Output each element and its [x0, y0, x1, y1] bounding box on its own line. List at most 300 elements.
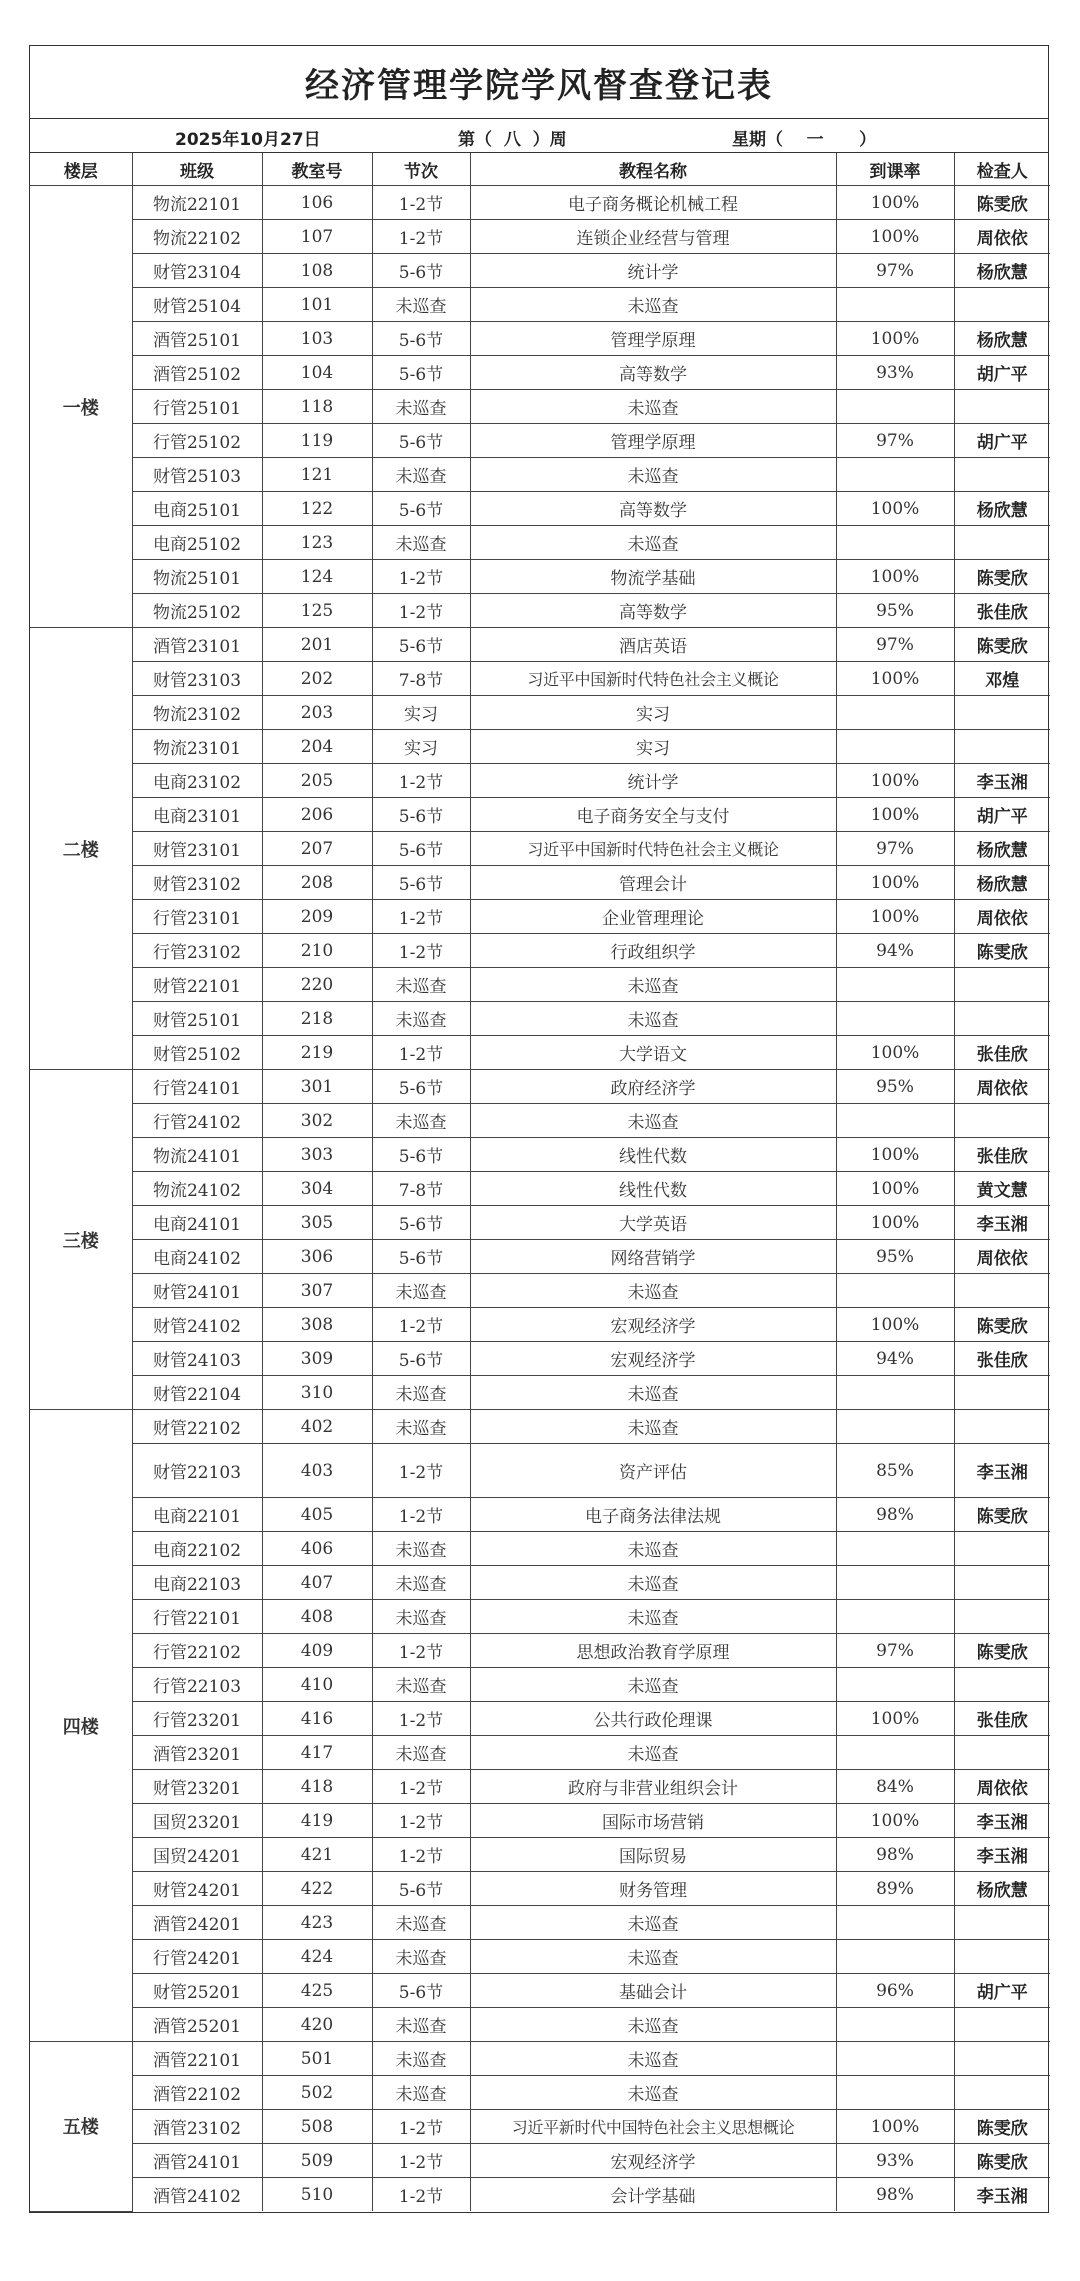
room-cell: 417 [262, 1736, 372, 1770]
room-cell: 107 [262, 220, 372, 254]
inspector-cell: 陈雯欣 [954, 934, 1050, 968]
class-cell: 物流22102 [132, 220, 262, 254]
table-row [30, 1274, 1050, 1308]
room-cell: 309 [262, 1342, 372, 1376]
inspector-cell: 陈雯欣 [954, 2110, 1050, 2144]
inspector-cell: 张佳欣 [954, 1036, 1050, 1070]
room-cell: 210 [262, 934, 372, 968]
period-cell: 1-2节 [372, 2110, 470, 2144]
course-cell: 实习 [470, 696, 836, 730]
course-cell: 宏观经济学 [470, 1342, 836, 1376]
table-row [30, 1532, 1050, 1566]
room-cell: 424 [262, 1940, 372, 1974]
room-cell: 407 [262, 1566, 372, 1600]
inspector-cell [954, 526, 1050, 560]
period-cell: 1-2节 [372, 1804, 470, 1838]
period-cell: 未巡查 [372, 1274, 470, 1308]
course-cell: 管理会计 [470, 866, 836, 900]
class-cell: 财管22104 [132, 1376, 262, 1410]
table-row [30, 1206, 1050, 1240]
header-room: 教室号 [262, 153, 372, 186]
room-cell: 121 [262, 458, 372, 492]
class-cell: 财管23104 [132, 254, 262, 288]
class-cell: 财管25102 [132, 1036, 262, 1070]
period-cell: 实习 [372, 730, 470, 764]
class-cell: 物流23101 [132, 730, 262, 764]
table-row [30, 866, 1050, 900]
inspector-cell: 张佳欣 [954, 1138, 1050, 1172]
table-row [30, 526, 1050, 560]
course-cell: 网络营销学 [470, 1240, 836, 1274]
table-row [30, 492, 1050, 526]
course-cell: 习近平新时代中国特色社会主义思想概论 [470, 2110, 836, 2144]
inspector-cell: 杨欣慧 [954, 492, 1050, 526]
inspector-cell [954, 458, 1050, 492]
course-cell: 行政组织学 [470, 934, 836, 968]
course-cell: 政府经济学 [470, 1070, 836, 1104]
course-cell: 大学语文 [470, 1036, 836, 1070]
table-row [30, 1736, 1050, 1770]
class-cell: 物流25101 [132, 560, 262, 594]
attendance-cell: 95% [836, 1070, 954, 1104]
room-cell: 207 [262, 832, 372, 866]
header-row [30, 153, 1050, 186]
class-cell: 酒管25101 [132, 322, 262, 356]
class-cell: 酒管24201 [132, 1906, 262, 1940]
period-cell: 未巡查 [372, 2042, 470, 2076]
course-cell: 企业管理理论 [470, 900, 836, 934]
attendance-cell: 94% [836, 934, 954, 968]
course-cell: 习近平中国新时代特色社会主义概论 [470, 832, 836, 866]
period-cell: 1-2节 [372, 1838, 470, 1872]
class-cell: 行管22103 [132, 1668, 262, 1702]
period-cell: 5-6节 [372, 322, 470, 356]
attendance-cell: 100% [836, 866, 954, 900]
attendance-cell: 93% [836, 2144, 954, 2178]
attendance-cell: 100% [836, 560, 954, 594]
attendance-cell: 100% [836, 220, 954, 254]
period-cell: 5-6节 [372, 1138, 470, 1172]
table-row [30, 696, 1050, 730]
table-row [30, 934, 1050, 968]
attendance-cell: 100% [836, 1308, 954, 1342]
class-cell: 国贸23201 [132, 1804, 262, 1838]
attendance-cell: 100% [836, 2110, 954, 2144]
attendance-cell: 94% [836, 1342, 954, 1376]
course-cell: 管理学原理 [470, 322, 836, 356]
room-cell: 302 [262, 1104, 372, 1138]
class-cell: 财管25103 [132, 458, 262, 492]
room-cell: 421 [262, 1838, 372, 1872]
room-cell: 308 [262, 1308, 372, 1342]
attendance-cell: 97% [836, 628, 954, 662]
course-cell: 未巡查 [470, 1736, 836, 1770]
course-cell: 统计学 [470, 254, 836, 288]
room-cell: 307 [262, 1274, 372, 1308]
table-row [30, 968, 1050, 1002]
class-cell: 物流24101 [132, 1138, 262, 1172]
room-cell: 103 [262, 322, 372, 356]
attendance-cell: 84% [836, 1770, 954, 1804]
attendance-cell: 98% [836, 1498, 954, 1532]
course-cell: 未巡查 [470, 1940, 836, 1974]
period-cell: 1-2节 [372, 2178, 470, 2212]
room-cell: 501 [262, 2042, 372, 2076]
room-cell: 219 [262, 1036, 372, 1070]
table-row [30, 832, 1050, 866]
course-cell: 线性代数 [470, 1138, 836, 1172]
inspector-cell [954, 968, 1050, 1002]
class-cell: 财管23103 [132, 662, 262, 696]
course-cell: 酒店英语 [470, 628, 836, 662]
table-row [30, 1668, 1050, 1702]
class-cell: 行管24101 [132, 1070, 262, 1104]
week-text: 第（ 八 ）周 [458, 130, 567, 150]
inspector-cell: 周依依 [954, 900, 1050, 934]
room-cell: 305 [262, 1206, 372, 1240]
attendance-cell: 89% [836, 1872, 954, 1906]
period-cell: 1-2节 [372, 934, 470, 968]
attendance-cell [836, 1906, 954, 1940]
course-cell: 宏观经济学 [470, 2144, 836, 2178]
inspector-cell [954, 730, 1050, 764]
period-cell: 未巡查 [372, 1906, 470, 1940]
course-cell: 高等数学 [470, 594, 836, 628]
attendance-cell: 100% [836, 1172, 954, 1206]
course-cell: 财务管理 [470, 1872, 836, 1906]
course-cell: 线性代数 [470, 1172, 836, 1206]
course-cell: 国际市场营销 [470, 1804, 836, 1838]
room-cell: 104 [262, 356, 372, 390]
class-cell: 电商25101 [132, 492, 262, 526]
table-row [30, 1002, 1050, 1036]
class-cell: 行管23201 [132, 1702, 262, 1736]
period-cell: 7-8节 [372, 1172, 470, 1206]
period-cell: 5-6节 [372, 832, 470, 866]
class-cell: 酒管23101 [132, 628, 262, 662]
inspector-cell [954, 1532, 1050, 1566]
inspector-cell: 陈雯欣 [954, 1634, 1050, 1668]
course-cell: 会计学基础 [470, 2178, 836, 2212]
table-row [30, 356, 1050, 390]
table-row [30, 1240, 1050, 1274]
attendance-cell [836, 1376, 954, 1410]
class-cell: 电商22102 [132, 1532, 262, 1566]
inspector-cell: 李玉湘 [954, 764, 1050, 798]
course-cell: 未巡查 [470, 1104, 836, 1138]
table-row [30, 1172, 1050, 1206]
period-cell: 5-6节 [372, 1974, 470, 2008]
table-row [30, 662, 1050, 696]
course-cell: 公共行政伦理课 [470, 1702, 836, 1736]
inspector-cell: 胡广平 [954, 356, 1050, 390]
period-cell: 5-6节 [372, 1070, 470, 1104]
attendance-cell [836, 968, 954, 1002]
period-cell: 未巡查 [372, 1376, 470, 1410]
period-cell: 1-2节 [372, 220, 470, 254]
period-cell: 1-2节 [372, 1308, 470, 1342]
table-row [30, 322, 1050, 356]
inspector-cell: 杨欣慧 [954, 1872, 1050, 1906]
period-cell: 未巡查 [372, 1600, 470, 1634]
attendance-cell [836, 730, 954, 764]
header-floor: 楼层 [30, 153, 132, 186]
room-cell: 118 [262, 390, 372, 424]
attendance-cell: 100% [836, 900, 954, 934]
room-cell: 123 [262, 526, 372, 560]
attendance-cell [836, 1104, 954, 1138]
inspector-cell [954, 696, 1050, 730]
attendance-cell [836, 1532, 954, 1566]
table-row [30, 1498, 1050, 1532]
room-cell: 406 [262, 1532, 372, 1566]
table-row [30, 2178, 1050, 2212]
header-class: 班级 [132, 153, 262, 186]
class-cell: 物流22101 [132, 186, 262, 220]
table-row [30, 1342, 1050, 1376]
course-cell: 连锁企业经营与管理 [470, 220, 836, 254]
course-cell: 物流学基础 [470, 560, 836, 594]
class-cell: 酒管22101 [132, 2042, 262, 2076]
table-row [30, 730, 1050, 764]
table-row [30, 254, 1050, 288]
course-cell: 高等数学 [470, 356, 836, 390]
attendance-cell [836, 696, 954, 730]
inspector-cell: 周依依 [954, 1770, 1050, 1804]
inspector-cell: 杨欣慧 [954, 322, 1050, 356]
class-cell: 酒管24101 [132, 2144, 262, 2178]
period-cell: 未巡查 [372, 1532, 470, 1566]
class-cell: 酒管24102 [132, 2178, 262, 2212]
inspector-cell: 陈雯欣 [954, 186, 1050, 220]
course-cell: 高等数学 [470, 492, 836, 526]
attendance-cell: 95% [836, 1240, 954, 1274]
attendance-cell: 100% [836, 1036, 954, 1070]
course-cell: 思想政治教育学原理 [470, 1634, 836, 1668]
period-cell: 1-2节 [372, 1498, 470, 1532]
course-cell: 未巡查 [470, 288, 836, 322]
course-cell: 未巡查 [470, 2076, 836, 2110]
inspector-cell [954, 1668, 1050, 1702]
period-cell: 1-2节 [372, 1702, 470, 1736]
room-cell: 202 [262, 662, 372, 696]
class-cell: 行管24102 [132, 1104, 262, 1138]
attendance-cell [836, 2076, 954, 2110]
period-cell: 5-6节 [372, 866, 470, 900]
attendance-cell [836, 1002, 954, 1036]
room-cell: 108 [262, 254, 372, 288]
class-cell: 酒管22102 [132, 2076, 262, 2110]
weekday-text: 星期（ 一 ） [732, 130, 877, 150]
attendance-cell [836, 2008, 954, 2042]
room-cell: 208 [262, 866, 372, 900]
period-cell: 1-2节 [372, 900, 470, 934]
inspector-cell: 陈雯欣 [954, 2144, 1050, 2178]
period-cell: 5-6节 [372, 492, 470, 526]
room-cell: 509 [262, 2144, 372, 2178]
attendance-cell: 100% [836, 186, 954, 220]
table-row [30, 1036, 1050, 1070]
class-cell: 酒管23102 [132, 2110, 262, 2144]
table-row [30, 2144, 1050, 2178]
room-cell: 408 [262, 1600, 372, 1634]
room-cell: 425 [262, 1974, 372, 2008]
class-cell: 电商25102 [132, 526, 262, 560]
class-cell: 行管24201 [132, 1940, 262, 1974]
floor-cell: 二楼 [30, 628, 132, 1070]
table-row [30, 1104, 1050, 1138]
period-cell: 未巡查 [372, 1736, 470, 1770]
class-cell: 电商24102 [132, 1240, 262, 1274]
course-cell: 未巡查 [470, 2042, 836, 2076]
inspector-cell: 张佳欣 [954, 594, 1050, 628]
room-cell: 418 [262, 1770, 372, 1804]
attendance-cell: 100% [836, 764, 954, 798]
inspector-cell [954, 1600, 1050, 1634]
inspector-cell [954, 2008, 1050, 2042]
inspector-cell [954, 1906, 1050, 1940]
header-inspector: 检查人 [954, 153, 1050, 186]
room-cell: 106 [262, 186, 372, 220]
course-cell: 未巡查 [470, 526, 836, 560]
class-cell: 财管24101 [132, 1274, 262, 1308]
course-cell: 未巡查 [470, 390, 836, 424]
inspector-cell: 黄文慧 [954, 1172, 1050, 1206]
table-row [30, 186, 1050, 220]
course-cell: 习近平中国新时代特色社会主义概论 [470, 662, 836, 696]
attendance-cell: 93% [836, 356, 954, 390]
class-cell: 物流25102 [132, 594, 262, 628]
course-cell: 未巡查 [470, 1532, 836, 1566]
course-cell: 电子商务法律法规 [470, 1498, 836, 1532]
class-cell: 酒管25102 [132, 356, 262, 390]
course-cell: 未巡查 [470, 1274, 836, 1308]
room-cell: 101 [262, 288, 372, 322]
inspector-cell: 杨欣慧 [954, 832, 1050, 866]
table-row [30, 1906, 1050, 1940]
inspector-cell: 邓煌 [954, 662, 1050, 696]
table-row [30, 390, 1050, 424]
inspector-cell [954, 2042, 1050, 2076]
period-cell: 未巡查 [372, 1410, 470, 1444]
class-cell: 财管25101 [132, 1002, 262, 1036]
class-cell: 财管25201 [132, 1974, 262, 2008]
class-cell: 行管25101 [132, 390, 262, 424]
sheet-title: 经济管理学院学风督查登记表 [30, 46, 1048, 119]
course-cell: 未巡查 [470, 968, 836, 1002]
attendance-cell [836, 458, 954, 492]
course-cell: 基础会计 [470, 1974, 836, 2008]
inspector-cell: 陈雯欣 [954, 1308, 1050, 1342]
table-row [30, 1770, 1050, 1804]
class-cell: 电商24101 [132, 1206, 262, 1240]
room-cell: 416 [262, 1702, 372, 1736]
period-cell: 1-2节 [372, 1036, 470, 1070]
period-cell: 5-6节 [372, 254, 470, 288]
attendance-cell [836, 1410, 954, 1444]
header-period: 节次 [372, 153, 470, 186]
room-cell: 402 [262, 1410, 372, 1444]
inspector-cell [954, 1940, 1050, 1974]
period-cell: 未巡查 [372, 968, 470, 1002]
room-cell: 125 [262, 594, 372, 628]
attendance-cell [836, 1940, 954, 1974]
header-course: 教程名称 [470, 153, 836, 186]
course-cell: 管理学原理 [470, 424, 836, 458]
inspector-cell: 胡广平 [954, 1974, 1050, 2008]
attendance-cell: 97% [836, 832, 954, 866]
attendance-cell [836, 1274, 954, 1308]
class-cell: 行管22101 [132, 1600, 262, 1634]
attendance-cell: 100% [836, 492, 954, 526]
inspector-cell: 李玉湘 [954, 1804, 1050, 1838]
inspector-cell [954, 390, 1050, 424]
period-cell: 5-6节 [372, 628, 470, 662]
class-cell: 国贸24201 [132, 1838, 262, 1872]
attendance-cell [836, 2042, 954, 2076]
table-row [30, 798, 1050, 832]
period-cell: 5-6节 [372, 1872, 470, 1906]
room-cell: 422 [262, 1872, 372, 1906]
floor-cell: 五楼 [30, 2042, 132, 2212]
period-cell: 未巡查 [372, 526, 470, 560]
table-row [30, 458, 1050, 492]
period-cell: 未巡查 [372, 390, 470, 424]
table-row [30, 1410, 1050, 1444]
attendance-cell: 100% [836, 1702, 954, 1736]
room-cell: 122 [262, 492, 372, 526]
period-cell: 1-2节 [372, 560, 470, 594]
inspector-cell [954, 1104, 1050, 1138]
course-cell: 电子商务安全与支付 [470, 798, 836, 832]
course-cell: 未巡查 [470, 1668, 836, 1702]
table-row [30, 2008, 1050, 2042]
class-cell: 物流23102 [132, 696, 262, 730]
table-row [30, 628, 1050, 662]
course-cell: 宏观经济学 [470, 1308, 836, 1342]
period-cell: 1-2节 [372, 764, 470, 798]
room-cell: 403 [262, 1444, 372, 1498]
room-cell: 304 [262, 1172, 372, 1206]
attendance-cell: 95% [836, 594, 954, 628]
class-cell: 财管22103 [132, 1444, 262, 1498]
inspector-cell: 周依依 [954, 1070, 1050, 1104]
date-text: 2025年10月27日 [175, 130, 321, 150]
room-cell: 310 [262, 1376, 372, 1410]
attendance-cell [836, 390, 954, 424]
attendance-cell [836, 1736, 954, 1770]
inspector-cell [954, 1410, 1050, 1444]
table-row [30, 764, 1050, 798]
room-cell: 124 [262, 560, 372, 594]
course-cell: 大学英语 [470, 1206, 836, 1240]
class-cell: 财管25104 [132, 288, 262, 322]
course-cell: 未巡查 [470, 1002, 836, 1036]
inspector-cell: 胡广平 [954, 424, 1050, 458]
room-cell: 201 [262, 628, 372, 662]
table-row [30, 1566, 1050, 1600]
table-row [30, 1872, 1050, 1906]
inspector-cell: 张佳欣 [954, 1342, 1050, 1376]
attendance-cell [836, 1600, 954, 1634]
course-cell: 统计学 [470, 764, 836, 798]
period-cell: 未巡查 [372, 1566, 470, 1600]
class-cell: 财管24102 [132, 1308, 262, 1342]
course-cell: 未巡查 [470, 1600, 836, 1634]
table-row [30, 1634, 1050, 1668]
class-cell: 电商22103 [132, 1566, 262, 1600]
table-row [30, 1838, 1050, 1872]
